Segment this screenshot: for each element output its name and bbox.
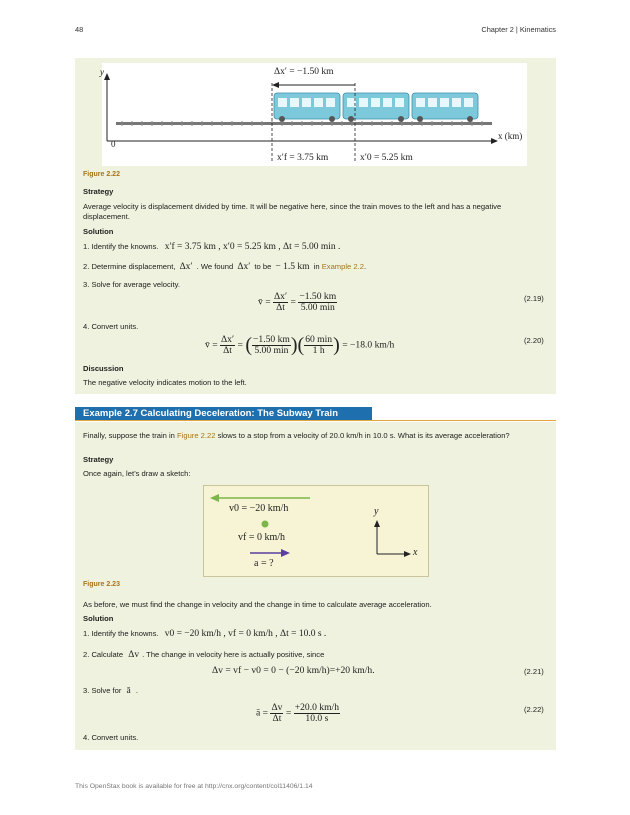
- train: [274, 93, 478, 122]
- discussion-text: The negative velocity indicates motion to the left.: [83, 378, 247, 387]
- xf-label: x′f = 3.75 km: [277, 153, 329, 163]
- eq220-n2: −1.50 km: [253, 334, 290, 345]
- eq220-eq: =: [237, 339, 243, 351]
- step4-text: 4. Convert units.: [83, 322, 139, 331]
- solution-heading: Solution: [83, 227, 114, 236]
- figure-2-22-link[interactable]: Figure 2.22: [177, 431, 216, 440]
- chapter-title: Chapter 2 | Kinematics: [481, 25, 556, 34]
- delta-x-label: Δx′ = −1.50 km: [274, 67, 334, 77]
- strategy-text: Average velocity is displacement divided by time. It will be negative here, since the train moves to the left and has a negative displacement.: [83, 202, 502, 221]
- v0-label: v0 = −20 km/h: [229, 503, 289, 514]
- equation-2-22: [256, 703, 340, 724]
- eq219-d1: Δt: [276, 302, 285, 313]
- origin-label: 0: [111, 139, 116, 149]
- step2-end: .: [363, 262, 367, 271]
- step1-math: x′f = 3.75 km , x′0 = 5.25 km , Δt = 5.00 min .: [164, 242, 341, 252]
- intro-row: [83, 431, 548, 441]
- strategy-text-2: Once again, let’s draw a sketch:: [83, 469, 191, 478]
- sketch-y-label: y: [374, 506, 379, 517]
- eq-2-22-number: (2.22): [524, 705, 544, 714]
- eq219-eq: =: [290, 296, 296, 308]
- eq219-n1: Δx′: [274, 291, 288, 302]
- eq220-result: = −18.0 km/h: [342, 339, 395, 351]
- eq-2-19-number: (2.19): [524, 294, 544, 303]
- eq-2-20-number: (2.20): [524, 336, 544, 345]
- eq219-lhs: v̄ =: [258, 296, 271, 308]
- eq220-n1: Δx′: [221, 334, 235, 345]
- step2-g: in: [313, 262, 320, 271]
- eq222-d2: 10.0 s: [305, 713, 329, 724]
- step4-text-2: 4. Convert units.: [83, 733, 139, 742]
- before-text: As before, we must find the change in velocity and the change in time to calculate average acceleration.: [83, 600, 432, 609]
- eq-2-21-number: (2.21): [524, 667, 544, 676]
- sketch-x-label: x: [413, 547, 418, 558]
- footer-text: This OpenStax book is available for free at http://cnx.org/content/col11406/1.14: [75, 783, 313, 790]
- figure-2-22: [102, 63, 527, 166]
- step2-d: Δx′: [237, 262, 251, 272]
- step3-row-2: [83, 686, 548, 696]
- step1-math-2: v0 = −20 km/h , vf = 0 km/h , Δt = 10.0 s .: [164, 629, 327, 639]
- y-axis-label: y: [100, 67, 104, 77]
- strategy-heading-2: Strategy: [83, 455, 114, 464]
- eq220-lhs: v̄ =: [205, 339, 218, 351]
- eq222-eq: =: [285, 707, 292, 719]
- eq220-n3: 60 min: [305, 334, 333, 345]
- step2-a-2: 2. Calculate: [83, 650, 124, 659]
- vf-label: vf = 0 km/h: [238, 532, 286, 543]
- step2-c-2: . The change in velocity here is actually positive, since: [142, 650, 325, 659]
- eq222-n1: Δv: [271, 702, 283, 713]
- strategy-heading: Strategy: [83, 187, 114, 196]
- a-label: a = ?: [254, 558, 274, 569]
- x-axis-label: x (km): [498, 131, 523, 141]
- step3-b-2: ā: [126, 686, 131, 696]
- step2-f: − 1.5 km: [275, 262, 310, 272]
- eq222-d1: Δt: [272, 713, 282, 724]
- eq220-d3: 1 h: [312, 345, 325, 356]
- step2-e: to be: [254, 262, 272, 271]
- page-number: 48: [75, 25, 84, 34]
- step1-text-2: 1. Identify the knowns.: [83, 629, 159, 638]
- step1-row: [83, 242, 548, 252]
- eq219-n2: −1.50 km: [299, 291, 337, 302]
- step1-text: 1. Identify the knowns.: [83, 242, 159, 251]
- example-2-2-link[interactable]: Example 2.2: [321, 262, 364, 271]
- intro-b: slows to a stop from a velocity of 20.0 km/h in 10.0 s. What is its average acceleration?: [217, 431, 510, 440]
- step2-b: Δx′: [179, 262, 193, 272]
- step2-row: [83, 262, 548, 272]
- step2-row-2: [83, 650, 548, 660]
- example-2-7-banner: Example 2.7 Calculating Deceleration: The Subway Train: [75, 407, 372, 421]
- step3-text: 3. Solve for average velocity.: [83, 280, 180, 289]
- intro-a: Finally, suppose the train in: [83, 431, 175, 440]
- eq220-d2: 5.00 min: [254, 345, 289, 356]
- equation-2-20: v̄ = $\frac{\Delta x'}{\Delta t}$ = ( $\frac{-1.50 km}{5.00 \min}$ )( $\frac{60 \min}{1 h}$ ) = −18.0 km/h: [205, 334, 395, 356]
- step3-a-2: 3. Solve for: [83, 686, 122, 695]
- step2-b-2: Δv: [128, 650, 140, 660]
- eq220-d1: Δt: [223, 345, 232, 356]
- step2-a: 2. Determine displacement,: [83, 262, 176, 271]
- figure-2-23-caption: Figure 2.23: [83, 581, 120, 588]
- step3-c-2: .: [135, 686, 139, 695]
- solution-heading-2: Solution: [83, 614, 114, 623]
- step1-row-2: [83, 629, 548, 639]
- eq219-d2: 5.00 min: [300, 302, 335, 313]
- step2-c: . We found: [196, 262, 234, 271]
- eq222-lhs: ā =: [256, 707, 269, 719]
- figure-2-22-caption: Figure 2.22: [83, 171, 120, 178]
- equation-2-19: [258, 292, 337, 313]
- x0-label: x′0 = 5.25 km: [360, 153, 413, 163]
- eq222-n2: +20.0 km/h: [294, 702, 340, 713]
- equation-2-21: Δv = vf − v0 = 0 − (−20 km/h)=+20 km/h.: [212, 665, 375, 676]
- discussion-heading: Discussion: [83, 364, 124, 373]
- figure-2-23: [203, 485, 429, 577]
- example-rule: [75, 420, 556, 421]
- train-diagram: [102, 63, 527, 166]
